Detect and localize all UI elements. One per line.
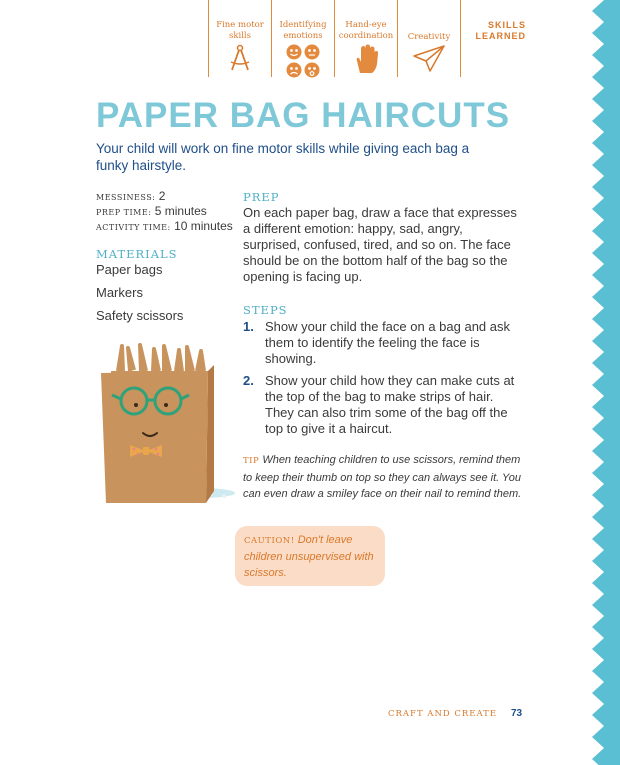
caution-text: Don't leave children unsupervised with scissors. bbox=[244, 534, 374, 579]
step-text: Show your child how they can make cuts at the top of the bag to make strips of hair. They can also trim some of the bag off the top to give it a haircut. bbox=[265, 373, 515, 436]
tip-note bbox=[243, 452, 525, 503]
skill-label: Identifying emotions bbox=[279, 20, 327, 41]
list-item: Paper bags bbox=[96, 262, 163, 277]
caution-box bbox=[235, 526, 385, 586]
skill-label: Hand-eye coordination bbox=[338, 20, 394, 41]
skills-learned-heading: SKILLS LEARNED bbox=[475, 20, 526, 41]
tip-label: TIP bbox=[243, 456, 260, 466]
emotion-faces-icon bbox=[272, 44, 334, 78]
caution-content bbox=[244, 532, 380, 581]
wavy-border-decoration bbox=[588, 0, 620, 765]
skill-hand-eye bbox=[334, 0, 397, 77]
skills-learned-bar bbox=[208, 0, 461, 77]
list-item: Safety scissors bbox=[96, 308, 184, 323]
messiness-label: MESSINESS: bbox=[96, 193, 156, 202]
page-number: 73 bbox=[511, 708, 523, 719]
prep-time-value: 5 minutes bbox=[154, 204, 207, 218]
compass-icon bbox=[209, 44, 271, 72]
skill-creativity bbox=[397, 0, 461, 77]
steps-heading: STEPS bbox=[243, 303, 288, 317]
messiness-value: 2 bbox=[158, 189, 166, 203]
hand-icon bbox=[335, 44, 397, 74]
prep-text: On each paper bag, draw a face that expresses a different emotion: happy, sad, angry, surprised, confused, tired, and so on. The face should be on the bottom half of the bag so the opening is facing up. bbox=[243, 205, 517, 284]
intro-text: Your child will work on fine motor skills while giving each bag a funky hairstyle. bbox=[96, 141, 470, 173]
step-text: Show your child the face on a bag and ask them to identify the feeling the face is showing. bbox=[265, 319, 510, 366]
paper-plane-icon bbox=[398, 44, 460, 74]
prep-time-label: PREP TIME: bbox=[96, 208, 152, 217]
list-item: Markers bbox=[96, 285, 143, 300]
activity-time-label: ACTIVITY TIME: bbox=[96, 223, 171, 232]
step-number: 1. bbox=[243, 319, 254, 334]
skill-fine-motor bbox=[208, 0, 271, 77]
messiness-line bbox=[96, 189, 165, 203]
tip-text: When teaching children to use scissors, remind them to keep their thumb on top so they can always see it. You can even draw a smiley face on their nail to remind them. bbox=[243, 454, 522, 500]
prep-heading: PREP bbox=[243, 190, 280, 204]
activity-time-line bbox=[96, 219, 233, 233]
skill-identifying-emotions bbox=[271, 0, 334, 77]
step-number: 2. bbox=[243, 373, 254, 388]
activity-time-value: 10 minutes bbox=[174, 219, 233, 233]
materials-heading: MATERIALS bbox=[96, 247, 178, 261]
caution-label: CAUTION! bbox=[244, 536, 295, 546]
prep-time-line bbox=[96, 204, 207, 218]
skill-label: Creativity bbox=[407, 32, 451, 42]
page-title: PAPER BAG HAIRCUTS bbox=[96, 96, 511, 135]
skill-label: Fine motor skills bbox=[216, 20, 264, 41]
footer-section-title: CRAFT AND CREATE bbox=[388, 709, 498, 719]
paper-bag-illustration bbox=[96, 343, 236, 518]
